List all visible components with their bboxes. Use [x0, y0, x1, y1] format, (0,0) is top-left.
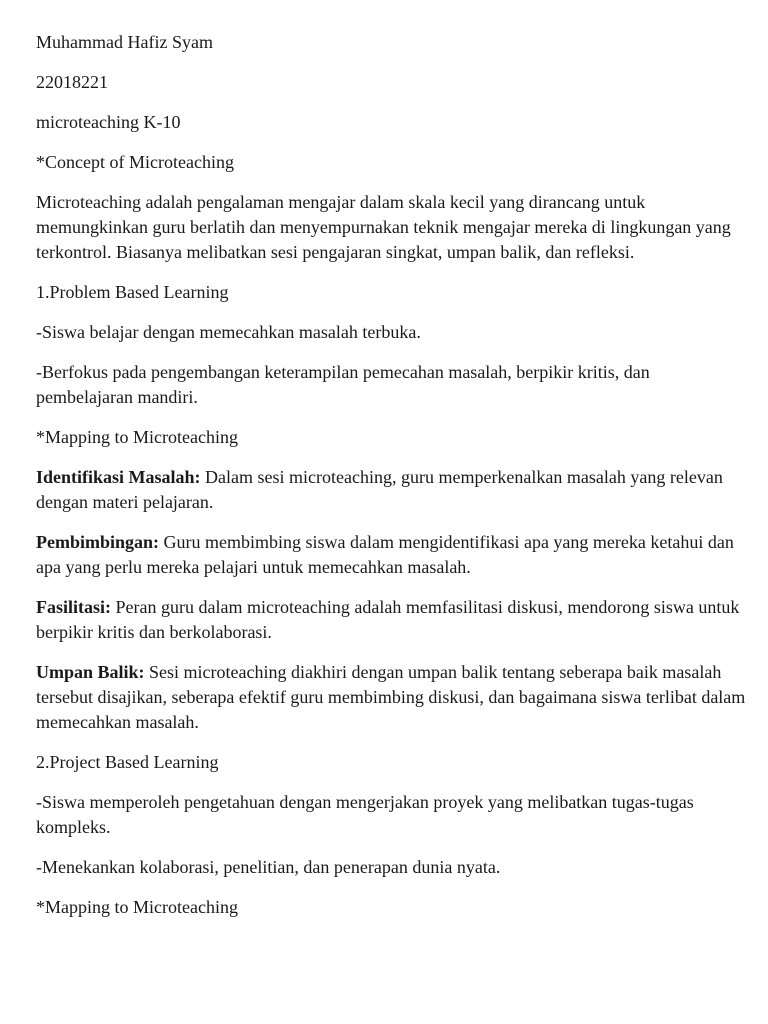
- mapping-term: Pembimbingan:: [36, 532, 160, 552]
- pbl-point-1: -Siswa belajar dengan memecahkan masalah terbuka.: [36, 322, 421, 342]
- pjbl-heading: 2.Project Based Learning: [36, 752, 219, 772]
- pjbl-point-2: -Menekankan kolaborasi, penelitian, dan penerapan dunia nyata.: [36, 857, 501, 877]
- student-id: 22018221: [36, 72, 108, 92]
- mapping-term: Fasilitasi:: [36, 597, 111, 617]
- document-page: [36, 30, 748, 935]
- course-name: microteaching K-10: [36, 112, 181, 132]
- pjbl-point-1: -Siswa memperoleh pengetahuan dengan mengerjakan proyek yang melibatkan tugas-tugas kompleks.: [36, 792, 694, 837]
- pbl-heading: 1.Problem Based Learning: [36, 282, 229, 302]
- mapping-text: Dalam sesi microteaching, guru memperkenalkan masalah yang relevan dengan materi pelajaran.: [36, 467, 723, 512]
- mapping-item-fasilitasi: [36, 595, 748, 645]
- mapping-item-identifikasi: [36, 465, 748, 515]
- pjbl-mapping-heading: *Mapping to Microteaching: [36, 897, 238, 917]
- author-name: Muhammad Hafiz Syam: [36, 32, 213, 52]
- concept-paragraph: Microteaching adalah pengalaman mengajar dalam skala kecil yang dirancang untuk memungkinkan guru berlatih dan menyempurnakan teknik mengajar mereka di lingkungan yang terkontrol. Biasanya melibatkan sesi pengajaran singkat, umpan balik, dan refleksi.: [36, 192, 731, 262]
- mapping-text: Peran guru dalam microteaching adalah memfasilitasi diskusi, mendorong siswa untuk berpikir kritis dan berkolaborasi.: [36, 597, 740, 642]
- mapping-text: Sesi microteaching diakhiri dengan umpan balik tentang seberapa baik masalah tersebut disajikan, seberapa efektif guru membimbing diskusi, dan bagaimana siswa terlibat dalam memecahkan masalah.: [36, 662, 746, 732]
- pbl-mapping-heading: *Mapping to Microteaching: [36, 427, 238, 447]
- mapping-item-umpan-balik: [36, 660, 748, 735]
- mapping-item-pembimbingan: [36, 530, 748, 580]
- concept-heading: *Concept of Microteaching: [36, 152, 234, 172]
- mapping-term: Identifikasi Masalah:: [36, 467, 201, 487]
- mapping-term: Umpan Balik:: [36, 662, 145, 682]
- pbl-point-2: -Berfokus pada pengembangan keterampilan pemecahan masalah, berpikir kritis, dan pembelajaran mandiri.: [36, 362, 650, 407]
- mapping-text: Guru membimbing siswa dalam mengidentifikasi apa yang mereka ketahui dan apa yang perlu mereka pelajari untuk memecahkan masalah.: [36, 532, 734, 577]
